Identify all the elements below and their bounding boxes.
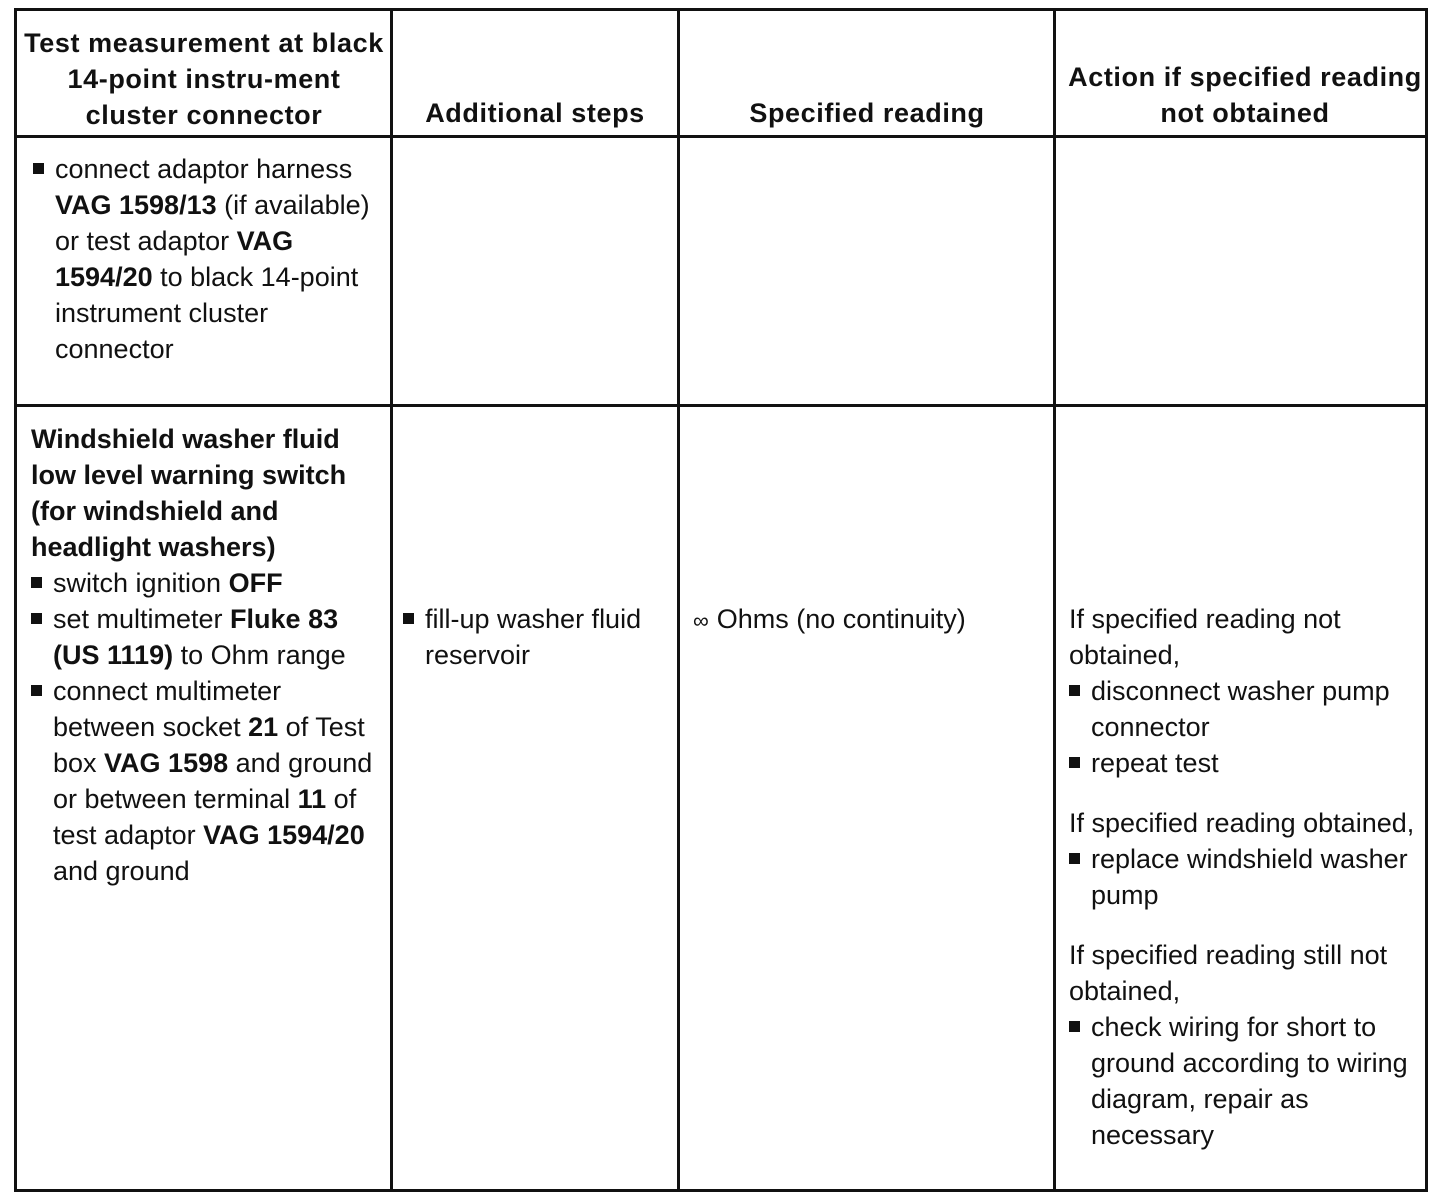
row-divider-header [17,135,1425,138]
action-bullet-disconnect: disconnect washer pump connector [1069,673,1419,745]
row2-bullet-connect: connect multimeter between socket 21 of Test box VAG 1598 and ground or between terminal 11 of test adaptor VAG 1594/20 and ground [31,673,383,889]
infinity-symbol: ∞ [693,608,709,633]
header-specified-reading: Specified reading [749,98,985,128]
row2-bullet-ignition: switch ignition OFF [31,565,383,601]
row2-title: Windshield washer fluid low level warning switch (for windshield and headlight washers) [31,424,347,562]
row2-additional-steps [403,601,668,673]
column-divider-1 [390,11,393,1189]
column-divider-2 [677,11,680,1189]
bullet-icon [31,613,42,624]
header-action: Action if specified reading not obtained [1068,62,1422,128]
bullet-icon [1069,1021,1080,1032]
row1-test-measurement [33,151,383,367]
bullet-icon [1069,853,1080,864]
action-paragraph-2: If specified reading obtained, [1069,808,1415,838]
row2-test-measurement [31,421,383,889]
action-paragraph-1: If specified reading not obtained, [1069,604,1341,670]
row2-bullet-multimeter: set multimeter Fluke 83 (US 1119) to Ohm range [31,601,383,673]
row2-specified-reading [693,601,1053,639]
specified-reading-value: Ohms (no continuity) [716,604,966,634]
row2-action [1069,601,1419,1153]
header-additional-steps: Additional steps [425,98,645,128]
bullet-icon [403,613,414,624]
row-divider-1 [17,404,1425,407]
action-paragraph-3: If specified reading still not obtained, [1069,940,1388,1006]
action-bullet-replace: replace windshield washer pump [1069,841,1419,913]
bullet-icon [1069,685,1080,696]
header-test-measurement: Test measurement at black 14-point instru-ment cluster connector [24,28,384,130]
bullet-icon [1069,757,1080,768]
row2-fill-up-bullet: fill-up washer fluid reservoir [403,601,668,673]
bullet-icon [31,577,42,588]
bullet-icon [33,163,44,174]
bullet-icon [31,685,42,696]
column-divider-3 [1053,11,1056,1189]
test-table [14,8,1428,1192]
action-bullet-check-wiring: check wiring for short to ground according to wiring diagram, repair as necessary [1069,1009,1419,1153]
action-bullet-repeat: repeat test [1069,745,1419,781]
row1-bullet: connect adaptor harness VAG 1598/13 (if available) or test adaptor VAG 1594/20 to black 14-point instrument cluster connector [33,151,383,367]
